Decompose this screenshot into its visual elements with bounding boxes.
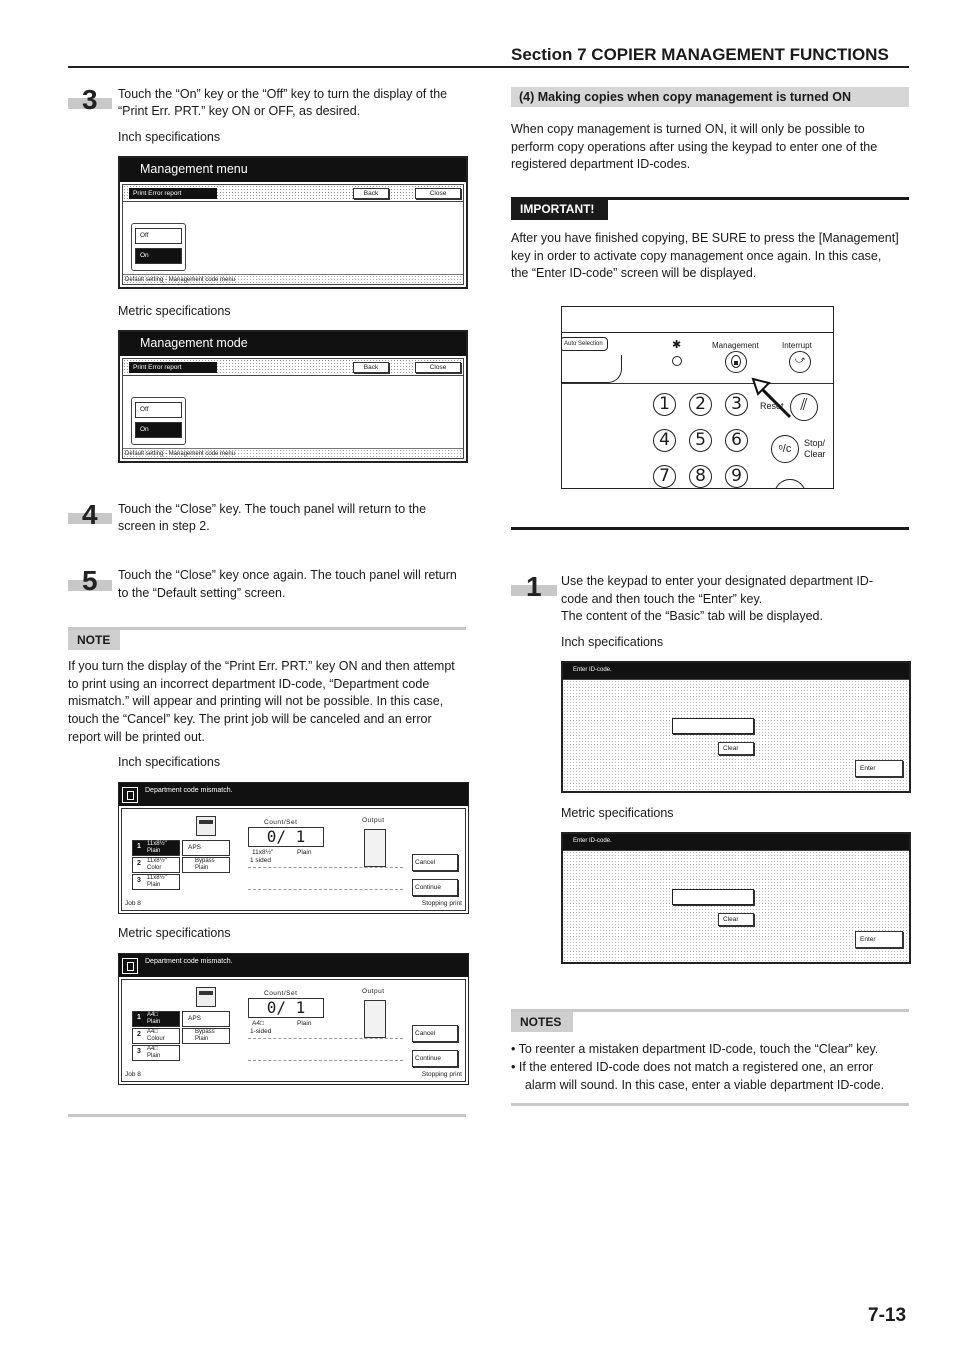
paper-info: Plain: [297, 849, 312, 856]
job-panel-title: Department code mismatch.: [119, 783, 468, 806]
step3-line1: Touch the “On” key or the “Off” key to turn the display of the: [118, 87, 448, 101]
reset-key[interactable]: ⫽: [790, 393, 818, 421]
size-info: A4□: [252, 1020, 264, 1027]
job-panel-metric: [118, 953, 469, 1085]
step-number: 5: [82, 565, 98, 596]
note-line5: report will be printed out.: [68, 730, 205, 744]
job-status: Stopping print: [421, 900, 462, 907]
step-number: 4: [82, 499, 98, 530]
panel-footer: Default setting - Management code menu: [123, 274, 463, 284]
job-screen: [121, 979, 466, 1082]
output-label: Output: [362, 988, 385, 995]
close-button[interactable]: Close: [415, 362, 461, 373]
id-panel-title: Enter ID-code.: [563, 663, 909, 679]
key-4[interactable]: 4: [653, 429, 676, 452]
note-rule: [68, 627, 466, 630]
pointer-arrow-icon: [750, 375, 795, 420]
lock-icon: [731, 355, 741, 368]
divider: [248, 867, 403, 868]
sided-info: 1-sided: [250, 1028, 272, 1035]
tray-3[interactable]: 3 A4□ Plain: [132, 1045, 180, 1061]
job-status: Stopping print: [421, 1071, 462, 1078]
important-line1: After you have finished copying, BE SURE to press the [Management]: [511, 231, 899, 245]
key-9[interactable]: 9: [725, 465, 748, 488]
aps-button[interactable]: APS: [182, 840, 230, 856]
start-key[interactable]: [774, 479, 806, 489]
note-end-rule: [68, 1114, 466, 1117]
step-number: 1: [526, 571, 542, 602]
note-line2: to print using an incorrect department ID-code, “Department code: [68, 677, 430, 691]
id-panel-title: Enter ID-code.: [563, 834, 909, 850]
job-number: Job 8: [125, 900, 141, 907]
id-panel-screen: [563, 679, 909, 791]
important-label: IMPORTANT!: [511, 200, 608, 220]
intro-line2: perform copy operations after using the keypad to enter one of the: [511, 140, 878, 154]
aps-button[interactable]: APS: [182, 1011, 230, 1027]
important-line3: the “Enter ID-code” screen will be displayed.: [511, 266, 757, 280]
key-1[interactable]: 1: [653, 393, 676, 416]
paper-info: Plain: [297, 1020, 312, 1027]
off-button[interactable]: Off: [135, 402, 182, 418]
notes-end-rule: [511, 1103, 909, 1106]
key-2[interactable]: 2: [689, 393, 712, 416]
stop-label: Stop/: [804, 438, 826, 448]
inch-spec-label: Inch specifications: [561, 635, 664, 649]
off-button[interactable]: Off: [135, 228, 182, 244]
close-button[interactable]: Close: [415, 188, 461, 199]
management-menu-panel: [118, 156, 468, 289]
output-tray-icon: [364, 1000, 386, 1038]
step5-line2: to the “Default setting” screen.: [118, 586, 286, 600]
id-code-field[interactable]: [672, 718, 754, 734]
key-3[interactable]: 3: [725, 393, 748, 416]
key-6[interactable]: 6: [725, 429, 748, 452]
step3-line2: “Print Err. PRT.” key ON or OFF, as desired.: [118, 104, 361, 118]
continue-button[interactable]: Continue: [412, 879, 458, 896]
job-number: Job 8: [125, 1071, 141, 1078]
clear-button[interactable]: Clear: [718, 742, 754, 755]
note-line3: mismatch.” will appear and printing will not be possible. In this case,: [68, 694, 444, 708]
auto-selection-key[interactable]: Auto Selection: [561, 337, 608, 351]
note-item-2-line2: alarm will sound. In this case, enter a viable department ID-code.: [511, 1078, 885, 1092]
section-title: Section 7 COPIER MANAGEMENT FUNCTIONS: [511, 45, 889, 64]
divider: [248, 889, 403, 890]
step1-line2: code and then touch the “Enter” key.: [561, 592, 763, 606]
job-screen: [121, 808, 466, 911]
on-off-group: [131, 397, 186, 445]
panel-title: Management menu: [120, 158, 466, 182]
count-display: 0/ 1: [248, 998, 324, 1018]
output-tray-icon: [364, 829, 386, 867]
bypass-button[interactable]: Bypass Plain: [182, 1028, 230, 1044]
interrupt-key[interactable]: ⤻: [789, 351, 811, 373]
note-line1: If you turn the display of the “Print Err. PRT.” key ON and then attempt: [68, 659, 455, 673]
on-button[interactable]: On: [135, 248, 182, 264]
count-display: 0/ 1: [248, 827, 324, 847]
divider: [248, 1060, 403, 1061]
metric-spec-label: Metric specifications: [118, 926, 231, 940]
step5-line1: Touch the “Close” key once again. The touch panel will return: [118, 568, 457, 582]
intro-line3: registered department ID-codes.: [511, 157, 691, 171]
header-rule: [68, 66, 909, 68]
job-footer: [125, 899, 462, 908]
print-error-report-tab[interactable]: Print Error report: [129, 188, 217, 199]
step1-line3: The content of the “Basic” tab will be displayed.: [561, 609, 823, 623]
step4-line2: screen in step 2.: [118, 519, 210, 533]
id-panel-screen: [563, 850, 909, 962]
note-line4: touch the “Cancel” key. The print job will be canceled and an error: [68, 712, 432, 726]
metric-spec-label: Metric specifications: [118, 304, 231, 318]
note-item-2-line1: • If the entered ID-code does not match a registered one, an error: [511, 1060, 874, 1074]
inch-spec-label: Inch specifications: [118, 755, 221, 769]
management-key[interactable]: [725, 351, 747, 373]
job-footer: [125, 1070, 462, 1079]
clear-button[interactable]: Clear: [718, 913, 754, 926]
section-heading: (4) Making copies when copy management is turned ON: [511, 87, 909, 107]
cancel-button[interactable]: Cancel: [412, 854, 458, 871]
management-label: Management: [712, 341, 759, 350]
metric-spec-label: Metric specifications: [561, 806, 674, 820]
back-button[interactable]: Back: [353, 362, 389, 373]
print-error-report-tab[interactable]: Print Error report: [129, 362, 217, 373]
tray-1[interactable]: 1 A4□ Plain: [132, 1011, 180, 1027]
page-number: 7-13: [868, 1305, 907, 1326]
panel-title: Management mode: [120, 332, 466, 356]
notes-label: NOTES: [511, 1012, 573, 1032]
tray-2[interactable]: 2 11x8½" Color: [132, 857, 180, 873]
note-label: NOTE: [68, 630, 120, 650]
step-number: 3: [82, 84, 98, 115]
star-icon: ✱: [672, 339, 682, 351]
intro-line1: When copy management is turned ON, it will only be possible to: [511, 122, 865, 136]
display-strip: [562, 307, 834, 333]
key-5[interactable]: 5: [689, 429, 712, 452]
copier-icon: [196, 987, 216, 1007]
bypass-button[interactable]: Bypass Plain: [182, 857, 230, 873]
panel-topbar: [123, 185, 463, 202]
job-panel-title: Department code mismatch.: [119, 954, 468, 977]
stop-clear-key[interactable]: ᵒ/c: [771, 435, 799, 463]
important-line2: key in order to activate copy management once again. In this case,: [511, 249, 882, 263]
step1-line1: Use the keypad to enter your designated department ID-: [561, 574, 873, 588]
enter-id-panel-metric: [561, 832, 911, 964]
divider: [248, 1038, 403, 1039]
note-item-1: • To reenter a mistaken department ID-code, touch the “Clear” key.: [511, 1042, 879, 1056]
step4-line1: Touch the “Close” key. The touch panel will return to the: [118, 502, 427, 516]
clear-label: Clear: [804, 449, 826, 459]
inch-spec-label: Inch specifications: [118, 130, 221, 144]
back-button[interactable]: Back: [353, 188, 389, 199]
id-code-field[interactable]: [672, 889, 754, 905]
panel-topbar: [123, 359, 463, 376]
interrupt-label: Interrupt: [782, 341, 812, 350]
copier-icon: [196, 816, 216, 836]
on-off-group: [131, 223, 186, 271]
continue-button[interactable]: Continue: [412, 1050, 458, 1067]
tray-1[interactable]: 1 11x8½" Plain: [132, 840, 180, 856]
count-set-label: Count/Set: [264, 990, 298, 997]
enter-button[interactable]: Enter: [855, 931, 903, 948]
count-set-label: Count/Set: [264, 819, 298, 826]
operation-panel-illustration: [561, 306, 834, 489]
enter-id-panel-inch: [561, 661, 911, 793]
document-icon: [122, 958, 138, 974]
sided-info: 1 sided: [250, 857, 271, 864]
job-panel-inch: [118, 782, 469, 914]
panel-screen: [122, 184, 464, 285]
size-info: 11x8½": [252, 849, 274, 856]
reset-label: Reset: [760, 401, 784, 411]
management-mode-panel: [118, 330, 468, 463]
tray-3[interactable]: 3 11x8½" Plain: [132, 874, 180, 890]
enter-button[interactable]: Enter: [855, 760, 903, 777]
panel-edge: [561, 355, 622, 383]
on-button[interactable]: On: [135, 422, 182, 438]
tray-2[interactable]: 2 A4□ Colour: [132, 1028, 180, 1044]
output-label: Output: [362, 817, 385, 824]
section-divider: [511, 527, 909, 530]
panel-footer: Default setting - Management code menu: [123, 448, 463, 458]
document-icon: [122, 787, 138, 803]
panel-screen: [122, 358, 464, 459]
key-8[interactable]: 8: [689, 465, 712, 488]
key-7[interactable]: 7: [653, 465, 676, 488]
indicator-lamp: [672, 356, 682, 366]
cancel-button[interactable]: Cancel: [412, 1025, 458, 1042]
